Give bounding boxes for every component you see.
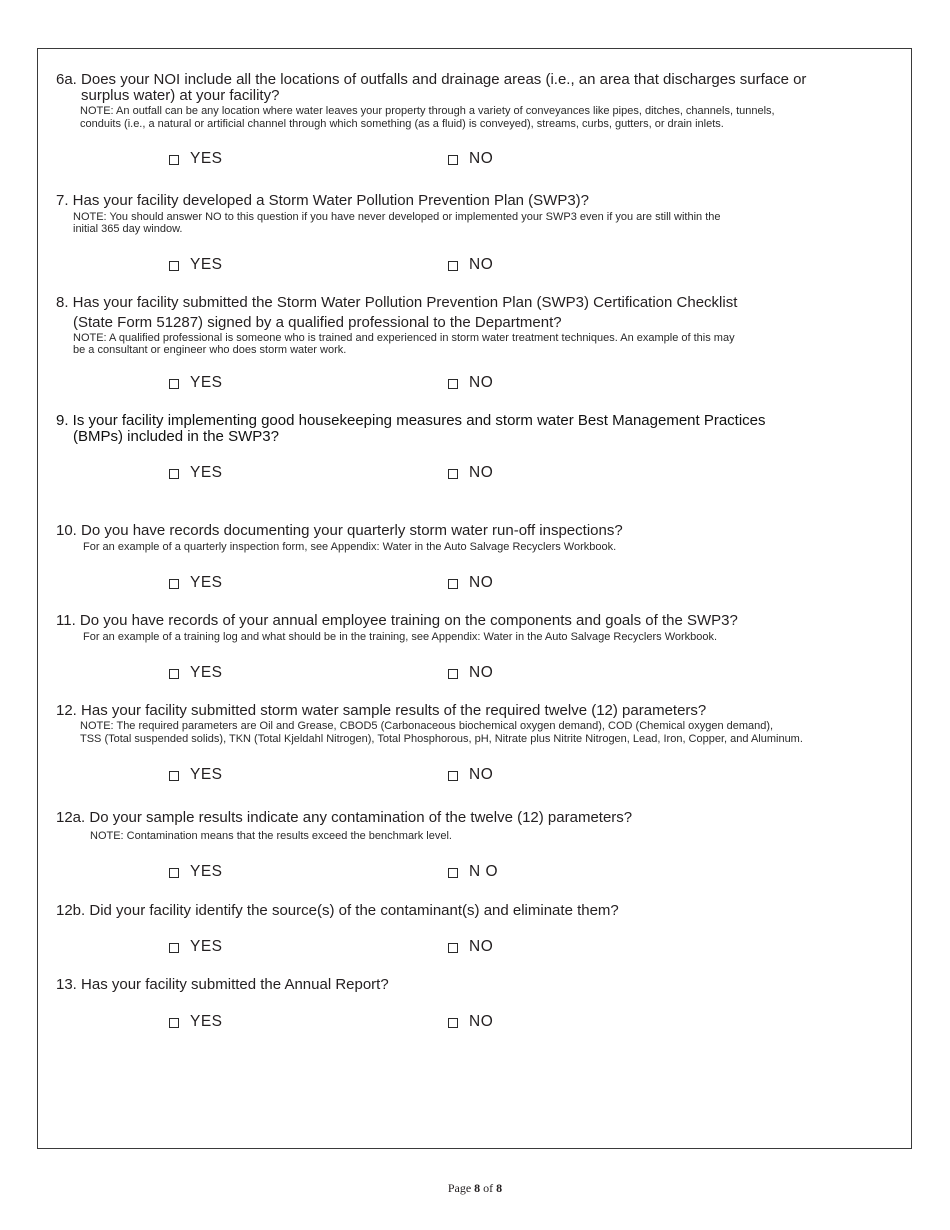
- question-12-note: NOTE: The required parameters are Oil and Grease, CBOD5 (Carbonaceous biochemical oxygen demand), COD (Chemical oxygen demand),: [80, 720, 774, 732]
- q7-yes-option[interactable]: [169, 256, 223, 274]
- question-12a-note: NOTE: Contamination means that the results exceed the benchmark level.: [90, 830, 452, 842]
- checkbox-icon[interactable]: [448, 155, 458, 165]
- question-12b-text: 12b. Did your facility identify the source(s) of the contaminant(s) and eliminate them?: [56, 902, 619, 919]
- question-8-text-cont: (State Form 51287) signed by a qualified professional to the Department?: [73, 314, 562, 331]
- question-6a-note-cont: conduits (i.e., a natural or artificial channel through which something (as a fluid) is conveyed), streams, curbs, gutters, or drain inlets.: [80, 118, 724, 130]
- q12a-no-option[interactable]: [448, 863, 498, 881]
- no-label: NO: [469, 256, 494, 273]
- q6a-no-option[interactable]: [448, 150, 493, 168]
- question-6a-text: 6a. Does your NOI include all the locations of outfalls and drainage areas (i.e., an area that discharges surface or: [56, 71, 807, 88]
- checkbox-icon[interactable]: [448, 868, 458, 878]
- checkbox-icon[interactable]: [169, 579, 179, 589]
- checkbox-icon[interactable]: [448, 469, 458, 479]
- checkbox-icon[interactable]: [169, 1018, 179, 1028]
- q11-no-option[interactable]: [448, 664, 493, 682]
- yes-label: YES: [190, 863, 223, 880]
- question-6a-text-cont: surplus water) at your facility?: [81, 87, 280, 104]
- q7-no-option[interactable]: [448, 256, 493, 274]
- no-label: NO: [469, 374, 494, 391]
- yes-label: YES: [190, 150, 223, 167]
- q12-yes-option[interactable]: [169, 766, 223, 784]
- question-9-text-cont: (BMPs) included in the SWP3?: [73, 428, 279, 445]
- question-11-note: For an example of a training log and what should be in the training, see Appendix: Water in the Auto Salvage Recyclers Workbook.: [83, 631, 718, 643]
- no-label: NO: [469, 1013, 494, 1030]
- q13-yes-option[interactable]: [169, 1013, 223, 1031]
- question-12-text: 12. Has your facility submitted storm water sample results of the required twelve (12) parameters?: [56, 702, 707, 719]
- yes-label: YES: [190, 374, 223, 391]
- question-8-note-cont: be a consultant or engineer who does storm water work.: [73, 344, 347, 356]
- checkbox-icon[interactable]: [448, 1018, 458, 1028]
- q8-yes-option[interactable]: [169, 374, 223, 392]
- yes-label: YES: [190, 766, 223, 783]
- of-word: of: [483, 1181, 494, 1195]
- page-number: [0, 1181, 950, 1196]
- question-10-note: For an example of a quarterly inspection form, see Appendix: Water in the Auto Salvage Recyclers Workbook.: [83, 541, 617, 553]
- yes-label: YES: [190, 464, 223, 481]
- question-9-text: 9. Is your facility implementing good housekeeping measures and storm water Best Management Practices: [56, 412, 766, 429]
- no-label: NO: [469, 664, 494, 681]
- no-label: NO: [469, 938, 494, 955]
- checkbox-icon[interactable]: [169, 868, 179, 878]
- checkbox-icon[interactable]: [448, 771, 458, 781]
- question-8-text: 8. Has your facility submitted the Storm Water Pollution Prevention Plan (SWP3) Certification Checklist: [56, 294, 738, 311]
- question-12-note-cont: TSS (Total suspended solids), TKN (Total Kjeldahl Nitrogen), Total Phosphorous, pH, Nitrate plus Nitrite Nitrogen, Lead, Iron, Copper, and Aluminum.: [80, 733, 803, 745]
- q12b-yes-option[interactable]: [169, 938, 223, 956]
- checkbox-icon[interactable]: [448, 379, 458, 389]
- checkbox-icon[interactable]: [448, 669, 458, 679]
- page-word: Page: [447, 1181, 472, 1195]
- q12b-no-option[interactable]: [448, 938, 493, 956]
- no-label: N O: [469, 863, 499, 880]
- yes-label: YES: [190, 664, 223, 681]
- no-label: NO: [469, 574, 494, 591]
- q11-yes-option[interactable]: [169, 664, 223, 682]
- question-11-text: 11. Do you have records of your annual employee training on the components and goals of the SWP3?: [56, 612, 738, 629]
- q10-yes-option[interactable]: [169, 574, 223, 592]
- q12a-yes-option[interactable]: [169, 863, 223, 881]
- yes-label: YES: [190, 574, 223, 591]
- yes-label: YES: [190, 256, 223, 273]
- no-label: NO: [469, 464, 494, 481]
- checkbox-icon[interactable]: [169, 669, 179, 679]
- q10-no-option[interactable]: [448, 574, 493, 592]
- question-10-text: 10. Do you have records documenting your quarterly storm water run-off inspections?: [56, 522, 623, 539]
- checkbox-icon[interactable]: [448, 943, 458, 953]
- q13-no-option[interactable]: [448, 1013, 493, 1031]
- checkbox-icon[interactable]: [169, 943, 179, 953]
- current-page: 8: [474, 1181, 481, 1195]
- question-8-note: NOTE: A qualified professional is someone who is trained and experienced in storm water treatment techniques. An example of this may: [73, 332, 735, 344]
- checkbox-icon[interactable]: [169, 469, 179, 479]
- q8-no-option[interactable]: [448, 374, 493, 392]
- total-pages: 8: [496, 1181, 503, 1195]
- q12-no-option[interactable]: [448, 766, 493, 784]
- checkbox-icon[interactable]: [169, 155, 179, 165]
- question-6a-note: NOTE: An outfall can be any location where water leaves your property through a variety of conveyances like pipes, ditches, channels, tunnels,: [80, 105, 775, 117]
- q9-yes-option[interactable]: [169, 464, 223, 482]
- no-label: NO: [469, 766, 494, 783]
- checkbox-icon[interactable]: [448, 261, 458, 271]
- checkbox-icon[interactable]: [448, 579, 458, 589]
- yes-label: YES: [190, 1013, 223, 1030]
- checkbox-icon[interactable]: [169, 771, 179, 781]
- yes-label: YES: [190, 938, 223, 955]
- no-label: NO: [469, 150, 494, 167]
- question-12a-text: 12a. Do your sample results indicate any contamination of the twelve (12) parameters?: [56, 809, 633, 826]
- checkbox-icon[interactable]: [169, 379, 179, 389]
- question-7-note-cont: initial 365 day window.: [73, 223, 183, 235]
- q9-no-option[interactable]: [448, 464, 493, 482]
- question-7-note: NOTE: You should answer NO to this question if you have never developed or implemented your SWP3 even if you are still within the: [73, 211, 721, 223]
- checkbox-icon[interactable]: [169, 261, 179, 271]
- question-13-text: 13. Has your facility submitted the Annual Report?: [56, 976, 389, 993]
- q6a-yes-option[interactable]: [169, 150, 223, 168]
- question-7-text: 7. Has your facility developed a Storm Water Pollution Prevention Plan (SWP3)?: [56, 192, 590, 209]
